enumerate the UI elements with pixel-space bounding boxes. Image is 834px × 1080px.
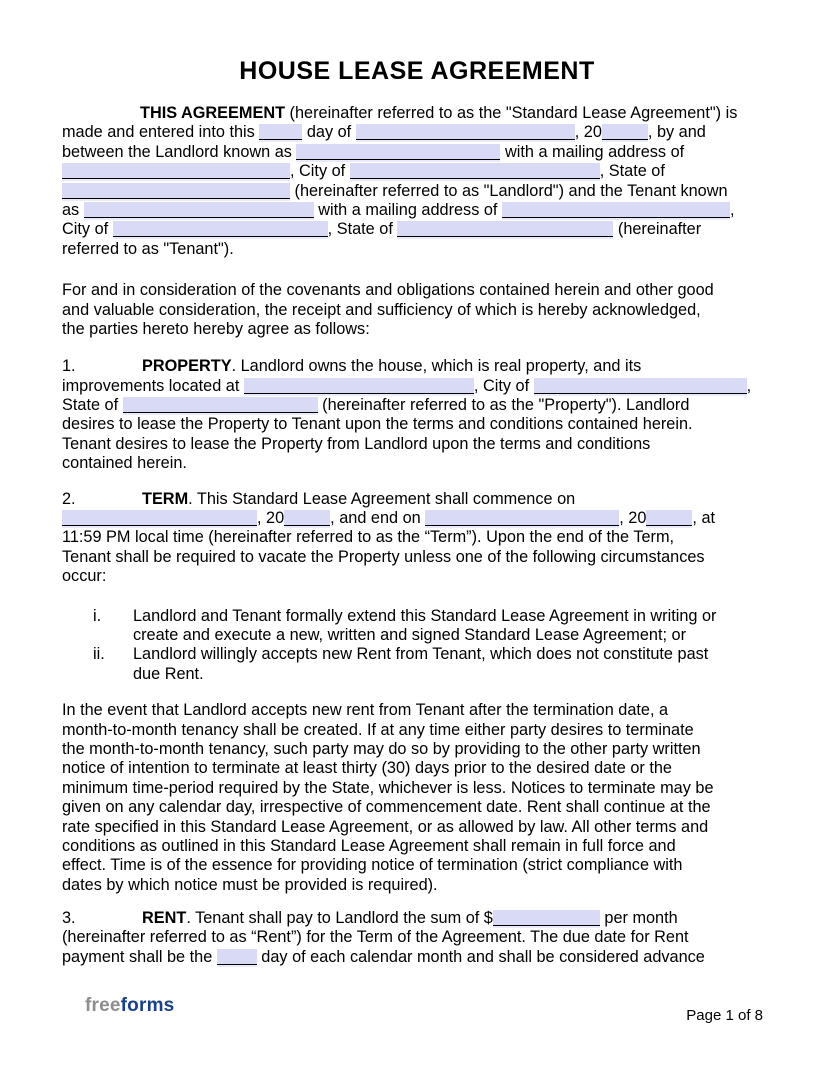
fill-in-blank-field[interactable] bbox=[244, 378, 474, 394]
document-line bbox=[62, 435, 772, 454]
text-run: and valuable consideration, the receipt and sufficiency of which is hereby acknowledged, bbox=[62, 300, 701, 319]
document-content bbox=[62, 0, 772, 967]
section-rent bbox=[62, 909, 772, 967]
text-run: . This Standard Lease Agreement shall commence on bbox=[188, 489, 576, 508]
text-run: made and entered into this bbox=[62, 123, 260, 142]
document-line bbox=[62, 357, 772, 376]
text-run: with a mailing address of bbox=[500, 142, 685, 161]
document-line bbox=[62, 182, 772, 201]
text-run: rate specified in this Standard Lease Agreement, or as allowed by law. All other terms and bbox=[62, 817, 709, 836]
text-run: . Tenant shall pay to Landlord the sum of $ bbox=[186, 909, 493, 928]
text-run: (hereinafter referred to as the "Standard Lease Agreement") is bbox=[285, 104, 738, 122]
document-line bbox=[62, 928, 772, 947]
text-run: , bbox=[746, 376, 752, 395]
text-run: payment shall be the bbox=[62, 947, 217, 966]
text-run: , 20 bbox=[574, 123, 602, 142]
fill-in-blank-field[interactable] bbox=[425, 510, 619, 526]
bold-text-run: THIS AGREEMENT bbox=[140, 104, 286, 122]
document-line bbox=[62, 645, 772, 664]
text-run: Landlord willingly accepts new Rent from Tenant, which does not constitute past bbox=[133, 645, 709, 664]
text-run: City of bbox=[62, 220, 113, 239]
document-line bbox=[62, 201, 772, 220]
text-run: , State of bbox=[599, 162, 665, 181]
text-run: desires to lease the Property to Tenant upon the terms and conditions contained herein. bbox=[62, 415, 693, 434]
document-line bbox=[62, 701, 772, 720]
text-run: , 20 bbox=[619, 509, 647, 528]
document-line bbox=[62, 759, 772, 778]
document-line bbox=[62, 909, 772, 928]
document-line bbox=[62, 876, 772, 895]
text-run: (hereinafter referred to as "Landlord") and the Tenant known bbox=[290, 181, 728, 200]
text-run: 11:59 PM local time (hereinafter referred to as the “Term”). Upon the end of the Term, bbox=[62, 528, 675, 547]
section-property bbox=[62, 357, 772, 473]
list-marker: ii. bbox=[93, 645, 105, 664]
text-run: notice of intention to terminate at least thirty (30) days prior to the desired date or the bbox=[62, 759, 672, 778]
month-to-month-paragraph bbox=[62, 701, 772, 895]
fill-in-blank-field[interactable] bbox=[113, 221, 328, 237]
fill-in-blank-field[interactable] bbox=[493, 910, 600, 926]
text-run: . Landlord owns the house, which is real property, and its bbox=[231, 357, 642, 376]
text-run: , by and bbox=[647, 123, 706, 142]
text-run: month-to-month tenancy shall be created. If at any time either party desires to terminate bbox=[62, 720, 694, 739]
logo-free-text: free bbox=[85, 995, 121, 1016]
document-line bbox=[62, 123, 772, 142]
fill-in-blank-field[interactable] bbox=[350, 163, 600, 179]
text-run: , at bbox=[692, 509, 716, 528]
document-line bbox=[62, 798, 772, 817]
document-line bbox=[62, 779, 772, 798]
fill-in-blank-field[interactable] bbox=[284, 510, 330, 526]
fill-in-blank-field[interactable] bbox=[356, 124, 575, 140]
section-term bbox=[62, 490, 772, 587]
document-line bbox=[62, 377, 772, 396]
consideration-paragraph bbox=[62, 281, 772, 339]
text-run: as bbox=[62, 200, 84, 219]
fill-in-blank-field[interactable] bbox=[502, 202, 730, 218]
document-line bbox=[62, 818, 772, 837]
fill-in-blank-field[interactable] bbox=[84, 202, 314, 218]
fill-in-blank-field[interactable] bbox=[602, 124, 648, 140]
intro-paragraph bbox=[62, 104, 772, 259]
document-line bbox=[62, 415, 772, 434]
text-run: the month-to-month tenancy, such party may do so by providing to the other party written bbox=[62, 739, 701, 758]
fill-in-blank-field[interactable] bbox=[259, 124, 302, 140]
document-line bbox=[62, 301, 772, 320]
document-line bbox=[62, 320, 772, 339]
text-run: day of each calendar month and shall be considered advance bbox=[256, 947, 705, 966]
text-run: , bbox=[729, 200, 735, 219]
text-run: , City of bbox=[473, 376, 534, 395]
document-line bbox=[62, 567, 772, 586]
document-line bbox=[62, 528, 772, 547]
list-marker: 1. bbox=[62, 357, 76, 376]
document-line bbox=[62, 856, 772, 875]
text-run: with a mailing address of bbox=[313, 200, 502, 219]
document-line bbox=[62, 454, 772, 473]
bold-text-run: RENT bbox=[142, 909, 187, 928]
document-line bbox=[62, 490, 772, 509]
list-marker: i. bbox=[93, 606, 102, 625]
document-line bbox=[62, 509, 772, 528]
document-line bbox=[62, 948, 772, 967]
fill-in-blank-field[interactable] bbox=[217, 949, 257, 965]
document-line bbox=[62, 162, 772, 181]
text-run: day of bbox=[302, 123, 356, 142]
list-marker: 2. bbox=[62, 489, 76, 508]
text-run: State of bbox=[62, 396, 123, 415]
text-run: Tenant shall be required to vacate the Property unless one of the following circumstances bbox=[62, 547, 705, 566]
text-run: , City of bbox=[290, 162, 350, 181]
text-run: minimum time-period required by the State, whichever is less. Notices to terminate may be bbox=[62, 778, 714, 797]
circumstances-list bbox=[62, 607, 772, 685]
text-run: create and execute a new, written and signed Standard Lease Agreement; or bbox=[133, 625, 687, 644]
text-run: (hereinafter referred to as the "Property"). Landlord bbox=[317, 396, 690, 415]
text-run: per month bbox=[599, 909, 678, 928]
text-run: , 20 bbox=[257, 509, 285, 528]
text-run: contained herein. bbox=[62, 454, 187, 473]
document-line bbox=[62, 104, 772, 123]
document-line bbox=[62, 740, 772, 759]
document-line bbox=[62, 721, 772, 740]
text-run: occur: bbox=[62, 567, 107, 586]
text-run: dates by which notice must be provided is required). bbox=[62, 875, 438, 894]
list-marker: 3. bbox=[62, 909, 76, 928]
document-line bbox=[62, 396, 772, 415]
text-run: due Rent. bbox=[133, 664, 204, 683]
document-line bbox=[62, 665, 772, 684]
document-line bbox=[62, 281, 772, 300]
document-line bbox=[62, 143, 772, 162]
text-run: Landlord and Tenant formally extend this Standard Lease Agreement in writing or bbox=[133, 606, 717, 625]
fill-in-blank-field[interactable] bbox=[123, 397, 318, 413]
document-line bbox=[62, 220, 772, 239]
document-line bbox=[62, 607, 772, 626]
fill-in-blank-field[interactable] bbox=[534, 378, 747, 394]
document-line bbox=[62, 240, 772, 259]
text-run: For and in consideration of the covenants and obligations contained herein and other good bbox=[62, 281, 714, 300]
document-line bbox=[62, 626, 772, 645]
text-run: between the Landlord known as bbox=[62, 142, 297, 161]
fill-in-blank-field[interactable] bbox=[62, 510, 257, 526]
text-run: , and end on bbox=[330, 509, 426, 528]
text-run: effect. Time is of the essence for providing notice of termination (strict compliance with bbox=[62, 856, 683, 875]
text-run: (hereinafter bbox=[613, 220, 702, 239]
fill-in-blank-field[interactable] bbox=[62, 163, 290, 179]
fill-in-blank-field[interactable] bbox=[397, 221, 613, 237]
document-title: HOUSE LEASE AGREEMENT bbox=[239, 57, 595, 85]
fill-in-blank-field[interactable] bbox=[62, 183, 290, 199]
page-number: Page 1 of 8 bbox=[686, 1007, 763, 1024]
text-run: given on any calendar day, irrespective of commencement date. Rent shall continue at the bbox=[62, 798, 711, 817]
text-run: conditions as outlined in this Standard Lease Agreement shall remain in full force and bbox=[62, 836, 676, 855]
text-run: In the event that Landlord accepts new rent from Tenant after the termination date, a bbox=[62, 701, 669, 720]
text-run: , State of bbox=[327, 220, 398, 239]
logo-forms-text: forms bbox=[120, 995, 175, 1016]
fill-in-blank-field[interactable] bbox=[296, 144, 500, 160]
text-run: Tenant desires to lease the Property from Landlord upon the terms and conditions bbox=[62, 434, 651, 453]
bold-text-run: TERM bbox=[142, 489, 189, 508]
document-body bbox=[62, 104, 772, 967]
fill-in-blank-field[interactable] bbox=[646, 510, 692, 526]
text-run: the parties hereto hereby agree as follows: bbox=[62, 319, 370, 338]
bold-text-run: PROPERTY bbox=[142, 357, 232, 376]
text-run: (hereinafter referred to as “Rent”) for the Term of the Agreement. The due date for Rent bbox=[62, 928, 689, 947]
document-line bbox=[62, 837, 772, 856]
document-line bbox=[62, 548, 772, 567]
text-run: improvements located at bbox=[62, 376, 244, 395]
text-run: referred to as "Tenant"). bbox=[62, 239, 234, 258]
